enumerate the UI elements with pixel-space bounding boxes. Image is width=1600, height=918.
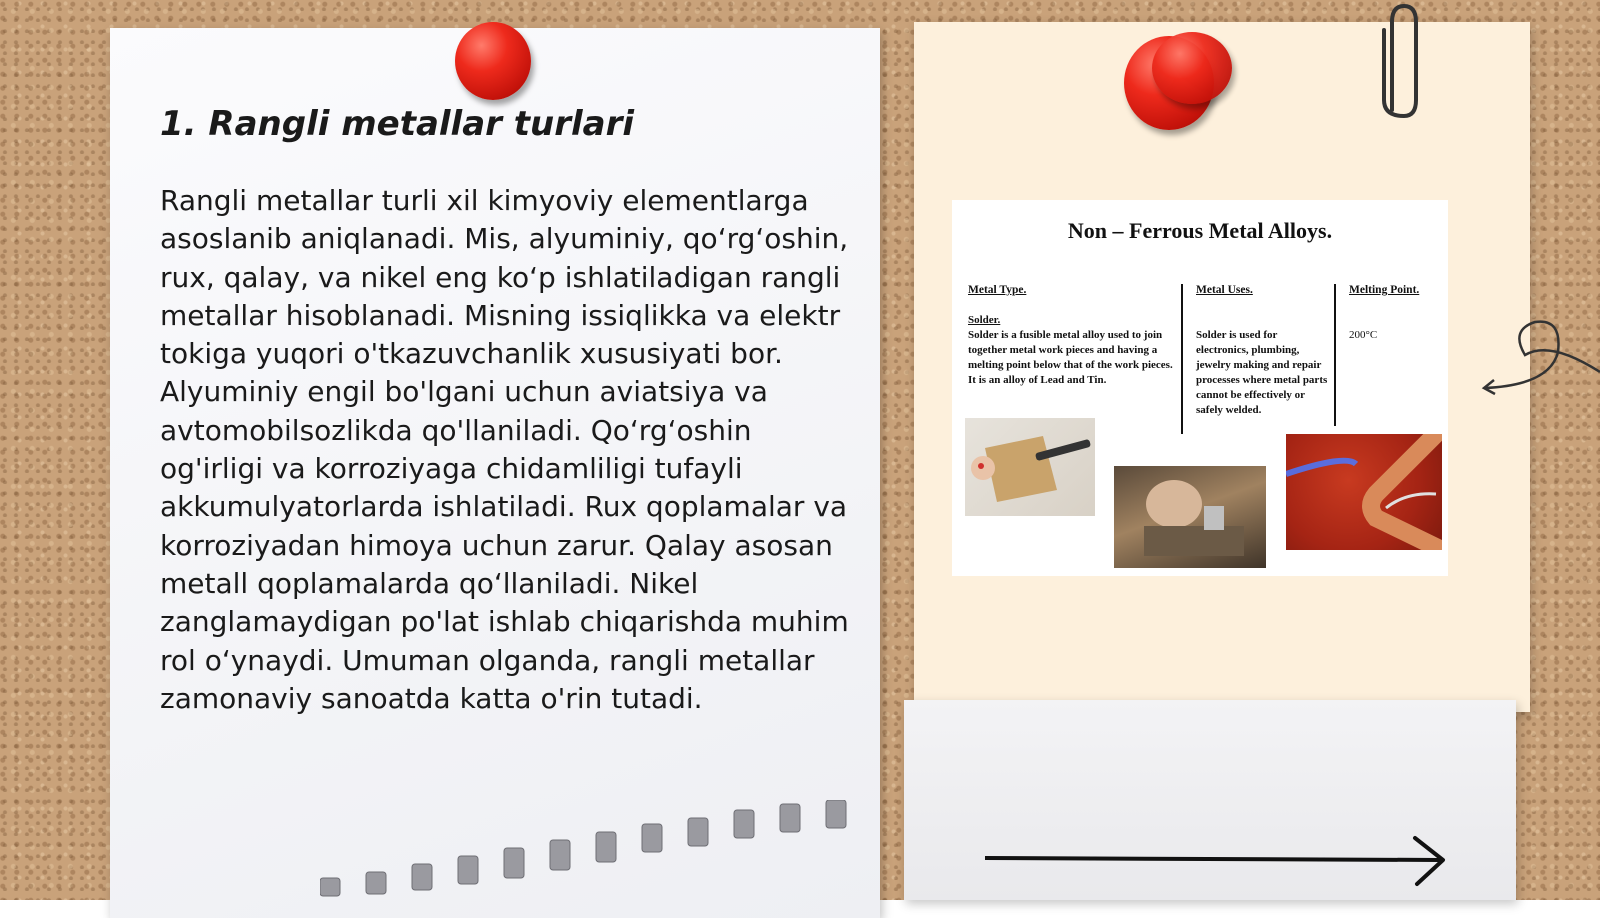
soldering-iron-photo bbox=[965, 418, 1095, 516]
column-divider bbox=[1181, 284, 1183, 434]
pushpin-icon bbox=[455, 22, 531, 100]
copper-pipe-torch-photo bbox=[1286, 434, 1442, 550]
notebook-spiral-decoration bbox=[320, 800, 880, 900]
column-header-metal-type: Metal Type. bbox=[968, 284, 1027, 296]
long-arrow-icon bbox=[985, 832, 1455, 892]
note-body-text: Rangli metallar turli xil kimyoviy elementlarga asoslanib aniqlanadi. Mis, alyuminiy, qo‘rg‘oshin, rux, qalay, va nikel eng ko‘p ishlatiladigan rangli metallar hisoblanadi. Misning issiqlikka va elektr tokiga yuqori o'tkazuvchanlik xususiyati bor. Alyuminiy engil bo'lgani uchun aviatsiya va avtomobilsozlikda qo'llaniladi. Qo‘rg‘oshin og'irligi va korroziyaga chidamliligi tufayli akkumulyatorlarda ishlatiladi. Rux qoplamalar va korroziyadan himoya uchun zarur. Qalay asosan metall qoplamalarda qo‘llaniladi. Nikel zanglamaydigan po'lat ishlab chiqarishda muhim rol o‘ynaydi. Umuman olganda, rangli metallar zamonaviy sanoatda katta o'rin tutadi. bbox=[160, 184, 849, 715]
paperclip-icon bbox=[1370, 0, 1430, 125]
note-heading: 1. Rangli metallar turlari bbox=[160, 104, 635, 144]
column-header-melting-point: Melting Point. bbox=[1349, 284, 1420, 296]
metal-name: Solder. bbox=[968, 314, 1001, 326]
jewelry-soldering-photo bbox=[1114, 466, 1266, 568]
metal-description: Solder is a fusible metal alloy used to join together metal work pieces and having a melting point below that of the work pieces. It is an alloy of Lead and Tin. bbox=[968, 329, 1173, 386]
melting-point-value: 200°C bbox=[1349, 329, 1378, 341]
column-header-metal-uses: Metal Uses. bbox=[1196, 284, 1253, 296]
document-title: Non – Ferrous Metal Alloys. bbox=[1067, 218, 1333, 243]
pushpin-icon bbox=[1152, 32, 1232, 104]
metal-uses-text: Solder is used for electronics, plumbing, jewelry making and repair processes where metal parts cannot be effectively or safely welded. bbox=[1196, 329, 1328, 416]
squiggle-arrow-icon bbox=[1480, 310, 1600, 410]
alloy-document-image bbox=[952, 200, 1448, 576]
column-divider bbox=[1334, 284, 1336, 426]
